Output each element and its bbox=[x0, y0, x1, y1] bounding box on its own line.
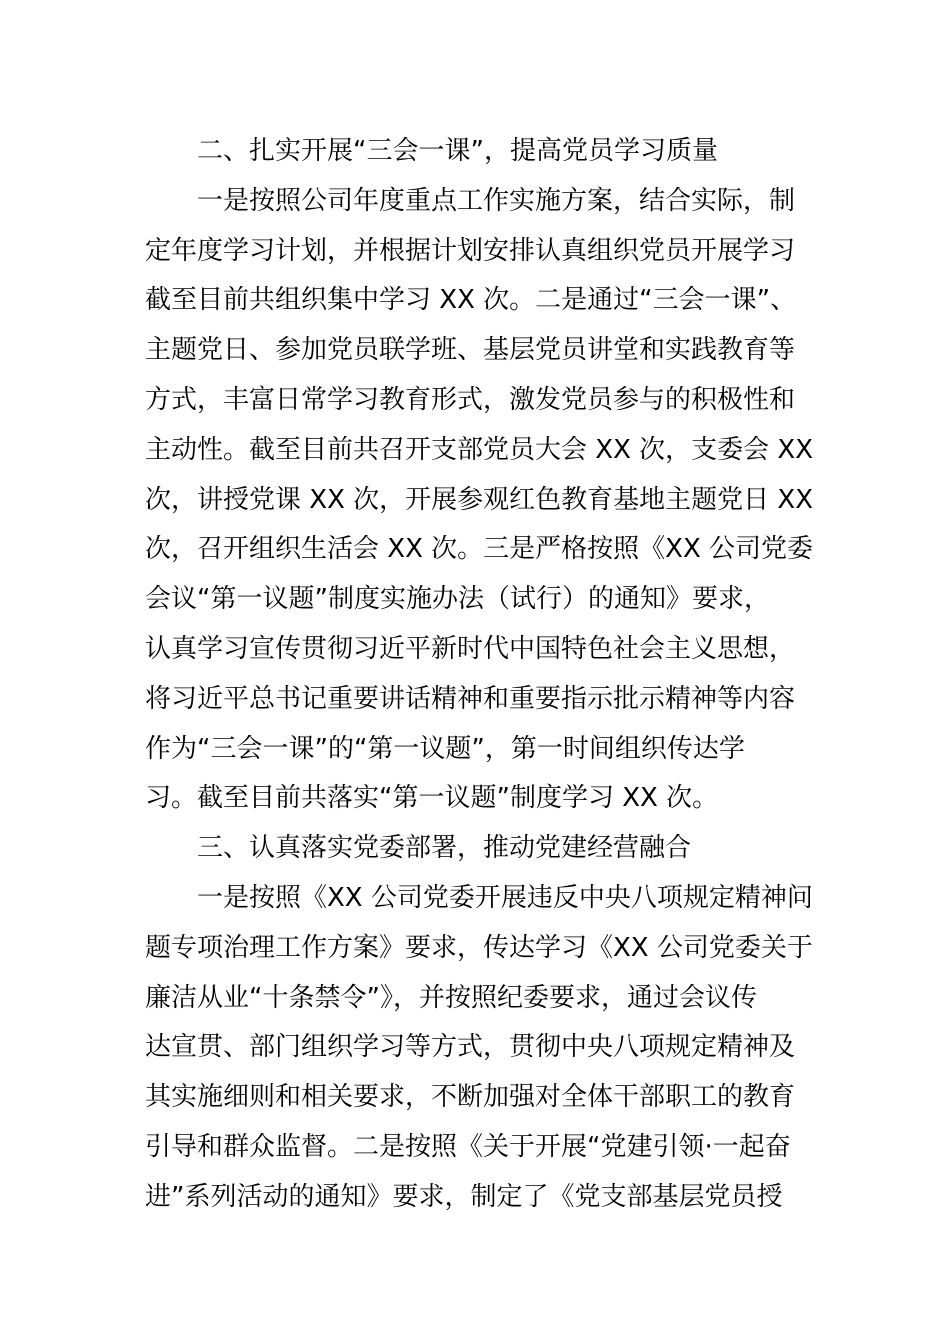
paragraph-line: 定年度学习计划，并根据计划安排认真组织党员开展学习 bbox=[145, 236, 796, 266]
paragraph-line: 习。截至目前共落实“第一议题”制度学习 XX 次。 bbox=[145, 783, 719, 813]
paragraph-line: 次，讲授党课 XX 次，开展参观红色教育基地主题党日 XX bbox=[145, 485, 814, 515]
paragraph-line: 作为“三会一课”的“第一议题”，第一时间组织传达学 bbox=[145, 734, 745, 764]
paragraph-line: 截至目前共组织集中学习 XX 次。二是通过“三会一课”、 bbox=[145, 285, 797, 315]
paragraph-line: 进”系列活动的通知》要求，制定了《党支部基层党员授 bbox=[145, 1182, 783, 1212]
section-heading-2: 二、扎实开展“三会一课”，提高党员学习质量 bbox=[197, 136, 718, 166]
paragraph-line: 次，召开组织生活会 XX 次。三是严格按照《XX 公司党委 bbox=[145, 534, 814, 564]
paragraph-line: 达宣贯、部门组织学习等方式，贯彻中央八项规定精神及 bbox=[145, 1032, 796, 1062]
paragraph-line: 其实施细则和相关要求，不断加强对全体干部职工的教育 bbox=[145, 1082, 796, 1112]
paragraph-line: 一是按照公司年度重点工作实施方案，结合实际，制 bbox=[197, 186, 796, 216]
paragraph-line: 会议“第一议题”制度实施办法（试行）的通知》要求， bbox=[145, 584, 770, 614]
paragraph-line: 主动性。截至目前共召开支部党员大会 XX 次，支委会 XX bbox=[145, 435, 814, 465]
paragraph-line: 将习近平总书记重要讲话精神和重要指示批示精神等内容 bbox=[145, 684, 796, 714]
paragraph-line: 廉洁从业“十条禁令”》，并按照纪委要求，通过会议传 bbox=[145, 983, 757, 1013]
paragraph-line: 题专项治理工作方案》要求，传达学习《XX 公司党委关于 bbox=[145, 933, 813, 963]
paragraph-line: 主题党日、参加党员联学班、基层党员讲堂和实践教育等 bbox=[145, 335, 796, 365]
paragraph-line: 一是按照《XX 公司党委开展违反中央八项规定精神问 bbox=[197, 883, 813, 913]
paragraph-line: 方式，丰富日常学习教育形式，激发党员参与的积极性和 bbox=[145, 385, 796, 415]
paragraph-line: 引导和群众监督。二是按照《关于开展“党建引领·一起奋 bbox=[145, 1132, 791, 1162]
paragraph-line: 认真学习宣传贯彻习近平新时代中国特色社会主义思想， bbox=[145, 634, 796, 664]
section-heading-3: 三、认真落实党委部署，推动党建经营融合 bbox=[197, 833, 692, 863]
